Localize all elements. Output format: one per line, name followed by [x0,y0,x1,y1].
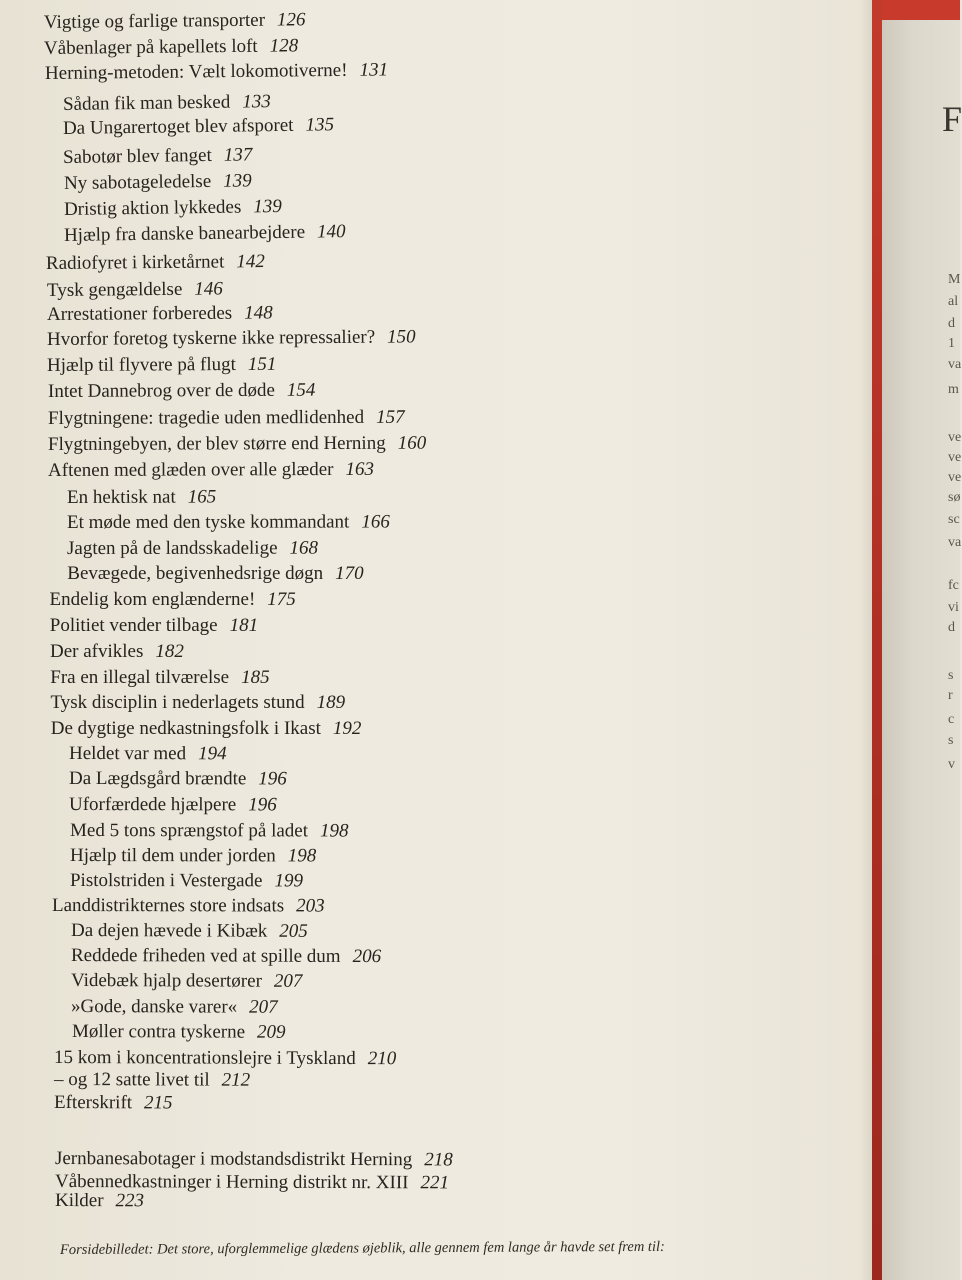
toc-entry-page-number: 203 [296,895,326,917]
toc-entry [48,380,315,403]
right-page-text-fragment: v [948,757,955,772]
toc-entry [63,91,271,116]
toc-entry [70,845,316,867]
toc-entry [63,114,334,140]
toc-entry [54,1092,173,1114]
right-page-text-fragment: c [948,712,955,727]
right-page-text-fragment: s [948,733,954,748]
toc-entry [44,35,298,60]
toc-entry-title: En hektisk nat [66,486,176,508]
toc-entry [55,1190,144,1212]
toc-entry-title: Ny sabotageledelse [63,170,211,194]
toc-entry-title: Efterskrift [54,1092,133,1114]
right-page-heading-fragment: F [942,99,962,139]
book-page-right [882,20,960,1280]
toc-entry-title: Videbæk hjalp desertører [71,970,263,992]
toc-entry [71,945,381,968]
toc-entry-page-number: 221 [420,1172,450,1194]
toc-entry [47,302,273,326]
toc-entry-title: Endelig kom englænderne! [49,589,256,610]
toc-entry-page-number: 140 [317,221,346,243]
toc-entry-title: Tysk gengældelse [46,278,183,301]
toc-entry [44,9,306,34]
toc-entry-page-number: 154 [286,379,315,401]
toc-entry-page-number: 150 [387,326,416,348]
toc-entry [50,641,184,663]
toc-entry [48,433,426,456]
toc-entry [54,1069,250,1092]
toc-entry-page-number: 198 [319,820,349,842]
toc-entry [64,221,346,247]
toc-entry [72,1021,286,1044]
toc-entry-page-number: 192 [332,718,362,739]
toc-entry-page-number: 139 [252,195,282,218]
toc-entry-title: Radiofyret i kirketårnet [46,251,225,274]
toc-entry [50,667,269,689]
toc-entry [46,251,265,275]
toc-entry-title: Flygtningene: tragedie uden medlidenhed [47,406,364,429]
toc-entry-title: Uforfærdede hjælpere [69,794,237,816]
toc-entry [67,538,318,560]
right-page-text-fragment: s [948,668,954,683]
toc-entry-page-number: 146 [193,278,223,300]
toc-entry-page-number: 205 [278,920,308,942]
toc-entry [69,743,227,765]
toc-entry-page-number: 163 [345,458,375,480]
toc-entry-page-number: 148 [243,302,273,324]
toc-entry-page-number: 206 [352,945,382,968]
toc-entry-page-number: 182 [155,641,184,662]
toc-entry-title: Tysk disciplin i nederlagets stund [50,692,305,713]
toc-entry [69,768,287,790]
toc-entry-title: Hvorfor foretog tyskerne ikke repressalier? [47,326,376,350]
toc-entry-title: Jernbanesabotager i modstandsdistrikt Herning [54,1148,413,1171]
toc-entry-page-number: 196 [248,794,278,816]
cover-caption: Forsidebilledet: Det store, uforglemmelige glædens øjeblik, alle gennem fem lange år havde set frem til: [59,1238,665,1258]
toc-entry-title: De dygtige nedkastningsfolk i Ikast [50,718,321,739]
toc-entry-page-number: 207 [273,970,303,992]
right-page-text-fragment: ve [948,450,962,465]
toc-entry-title: Jagten på de landsskadelige [67,537,278,559]
toc-entry-page-number: 170 [335,563,364,584]
right-page-text-fragment: r [948,688,953,703]
toc-entry [48,407,405,430]
right-page-text-fragment: fc [948,578,959,593]
toc-entry-title: Fra en illegal tilværelse [50,667,230,688]
toc-entry-title: Dristig aktion lykkedes [63,196,242,220]
toc-entry [67,511,390,534]
toc-entry-title: Herning-metoden: Vælt lokomotiverne! [44,59,348,84]
toc-entry-title: Vigtige og farlige transporter [43,9,266,33]
toc-entry-title: Da dejen hævede i Kibæk [70,920,267,942]
toc-entry-title: Reddede friheden ved at spille dum [70,945,341,967]
toc-entry-title: Hjælp fra danske banearbejdere [63,221,306,246]
right-page-text-fragment: va [948,535,962,550]
toc-entry-title: Intet Dannebrog over de døde [47,379,275,402]
toc-entry-title: Et møde med den tyske kommandant [66,511,350,533]
toc-entry [54,1047,396,1070]
toc-entry [69,794,277,816]
toc-entry [47,354,277,377]
toc-entry-page-number: 212 [221,1069,251,1091]
toc-entry [71,996,278,1019]
right-page-text-fragment: va [948,357,962,372]
toc-entry [47,278,223,302]
toc-entry-title: Sådan fik man besked [62,91,231,115]
toc-entry-title: Sabotør blev fanget [63,144,213,168]
toc-entry-title: Hjælp til flyvere på flugt [47,354,237,376]
toc-entry-title: Da Lægdsgård brændte [69,768,247,790]
toc-entry-page-number: 218 [423,1149,453,1171]
toc-entry-page-number: 189 [316,692,346,713]
toc-entry-page-number: 209 [256,1021,286,1043]
right-page-text-fragment: ve [948,430,962,445]
toc-entry [64,196,282,221]
toc-entry-page-number: 196 [258,768,288,790]
right-page-text-fragment: d [948,316,955,331]
toc-entry-page-number: 185 [241,667,270,688]
toc-entry-page-number: 181 [229,615,259,636]
toc-entry [70,870,303,892]
toc-entry-title: Med 5 tons sprængstof på ladet [69,820,308,842]
right-page-text-fragment: vi [948,600,959,615]
toc-entry-page-number: 139 [222,170,252,192]
toc-entry [55,1148,453,1171]
right-page-text-fragment: sø [948,490,961,505]
toc-entry-page-number: 137 [224,144,253,166]
toc-entry [67,486,216,509]
toc-entry [63,144,253,169]
toc-entry-page-number: 199 [274,870,304,892]
toc-entry-page-number: 166 [361,511,390,533]
book-cover-top [882,0,960,20]
toc-entry-title: 15 kom i koncentrationslejre i Tyskland [53,1047,356,1070]
toc-entry-title: Arrestationer forberedes [46,302,233,325]
toc-entry-title: Kilder [55,1190,104,1212]
toc-entry-title: Landdistrikternes store indsats [52,895,285,917]
right-page-text-fragment: sc [948,512,960,527]
toc-entry-title: Våbennedkastninger i Herning distrikt nr. XIII [54,1171,409,1194]
toc-entry-page-number: 142 [236,251,266,273]
toc-entry-title: Aftenen med glæden over alle glæder [48,459,334,481]
right-page-text-fragment: M [948,272,961,287]
right-page-text-fragment: 1 [948,336,955,351]
toc-entry [70,820,349,842]
toc-entry-title: Der afvikles [50,641,144,662]
right-page-text-fragment: al [948,294,959,309]
toc-entry-title: Pistolstriden i Vestergade [70,870,263,892]
toc-entry [50,692,345,714]
toc-entry-page-number: 223 [115,1190,145,1212]
toc-entry [48,459,374,482]
toc-entry-title: »Gode, danske varer« [71,996,238,1018]
toc-entry [71,920,308,943]
toc-entry-page-number: 160 [397,432,427,454]
toc-entry-title: Våbenlager på kapellets loft [44,35,259,59]
toc-entry [51,718,362,740]
toc-entry-title: Politiet vender tilbage [49,615,218,636]
toc-entry [47,326,416,351]
right-page-text-fragment: d [948,620,955,635]
toc-entry [50,589,296,611]
toc-entry-page-number: 198 [287,845,317,867]
toc-entry-page-number: 126 [276,9,306,31]
toc-entry-title: Flygtningebyen, der blev større end Herning [48,432,386,455]
toc-entry-page-number: 135 [305,114,335,136]
toc-entry-title: Da Ungarertoget blev afsporet [62,114,294,139]
toc-entry-page-number: 215 [144,1092,173,1114]
right-page-text-fragment: m [948,382,959,397]
book-cover-edge [872,0,882,1280]
toc-entry [52,895,325,917]
toc-entry [50,615,258,637]
toc-entry-page-number: 128 [269,35,299,57]
toc-entry [44,59,387,85]
toc-entry [71,970,302,993]
toc-entry-page-number: 168 [289,537,319,559]
toc-entry-page-number: 175 [267,589,296,610]
toc-entry-page-number: 210 [367,1048,397,1070]
right-page-text-fragment: ve [948,470,962,485]
toc-entry-page-number: 194 [198,743,227,765]
toc-entry-page-number: 207 [249,996,279,1018]
toc-entry-page-number: 165 [187,486,216,508]
toc-entry-title: Møller contra tyskerne [71,1021,245,1043]
toc-entry-title: Heldet var med [68,743,187,765]
toc-entry-page-number: 131 [358,59,388,81]
toc-entry [67,563,363,585]
toc-entry-title: Bevægede, begivenhedsrige døgn [67,563,324,584]
toc-entry-page-number: 157 [375,406,405,428]
toc-entry-title: Hjælp til dem under jorden [69,845,276,867]
toc-entry-page-number: 151 [248,353,277,375]
toc-entry-title: – og 12 satte livet til [53,1069,210,1091]
toc-entry [63,170,251,195]
toc-entry-page-number: 133 [241,91,271,113]
